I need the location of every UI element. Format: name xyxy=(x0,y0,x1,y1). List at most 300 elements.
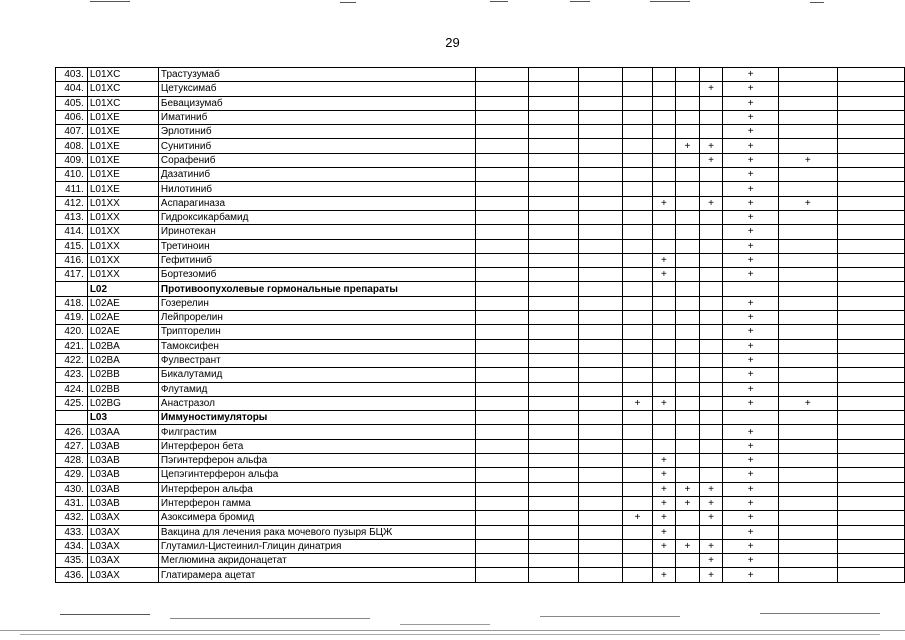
mark-cell xyxy=(528,368,579,382)
mark-cell: + xyxy=(652,525,676,539)
mark-cell xyxy=(623,353,652,367)
mark-cell xyxy=(779,425,838,439)
mark-cell: + xyxy=(723,339,779,353)
table-row xyxy=(56,496,905,510)
mark-cell xyxy=(528,311,579,325)
mark-cell xyxy=(579,296,623,310)
mark-cell xyxy=(652,382,676,396)
mark-cell xyxy=(779,482,838,496)
mark-cell xyxy=(676,554,700,568)
row-number: 421. xyxy=(56,339,88,353)
mark-cell xyxy=(475,139,528,153)
mark-cell: + xyxy=(652,568,676,582)
atc-code: L03AX xyxy=(87,539,158,553)
mark-cell xyxy=(528,525,579,539)
mark-cell xyxy=(623,454,652,468)
drug-name: Вакцина для лечения рака мочевого пузыря БЦЖ xyxy=(158,525,475,539)
mark-cell xyxy=(579,482,623,496)
mark-cell xyxy=(623,268,652,282)
mark-cell xyxy=(528,554,579,568)
mark-cell xyxy=(475,511,528,525)
row-number: 425. xyxy=(56,396,88,410)
mark-cell: + xyxy=(723,210,779,224)
mark-cell xyxy=(579,253,623,267)
mark-cell xyxy=(652,68,676,82)
mark-cell xyxy=(579,268,623,282)
mark-cell: + xyxy=(723,554,779,568)
row-number: 433. xyxy=(56,525,88,539)
mark-cell xyxy=(652,554,676,568)
mark-cell xyxy=(475,253,528,267)
atc-code: L02AE xyxy=(87,296,158,310)
drug-name: Сунитиниб xyxy=(158,139,475,153)
drug-name: Лейпрорелин xyxy=(158,311,475,325)
mark-cell: + xyxy=(779,396,838,410)
row-number: 413. xyxy=(56,210,88,224)
table-row xyxy=(56,382,905,396)
row-number: 426. xyxy=(56,425,88,439)
mark-cell: + xyxy=(723,168,779,182)
mark-cell xyxy=(528,482,579,496)
atc-code: L01XC xyxy=(87,68,158,82)
mark-cell xyxy=(623,210,652,224)
mark-cell xyxy=(623,168,652,182)
drug-name: Трипторелин xyxy=(158,325,475,339)
mark-cell xyxy=(837,82,904,96)
mark-cell: + xyxy=(723,253,779,267)
mark-cell xyxy=(837,339,904,353)
table-row xyxy=(56,325,905,339)
mark-cell: + xyxy=(623,511,652,525)
mark-cell xyxy=(779,496,838,510)
mark-cell xyxy=(699,168,723,182)
mark-cell xyxy=(837,525,904,539)
mark-cell xyxy=(528,339,579,353)
mark-cell xyxy=(623,496,652,510)
row-number: 423. xyxy=(56,368,88,382)
mark-cell xyxy=(837,239,904,253)
table-row xyxy=(56,196,905,210)
table-row xyxy=(56,182,905,196)
mark-cell: + xyxy=(699,539,723,553)
mark-cell xyxy=(623,125,652,139)
mark-cell xyxy=(837,282,904,296)
mark-cell xyxy=(699,439,723,453)
mark-cell xyxy=(779,68,838,82)
mark-cell xyxy=(676,210,700,224)
atc-code: L03AB xyxy=(87,482,158,496)
row-number: 417. xyxy=(56,268,88,282)
mark-cell xyxy=(579,454,623,468)
mark-cell xyxy=(579,182,623,196)
mark-cell xyxy=(779,353,838,367)
section-row xyxy=(56,282,905,296)
mark-cell xyxy=(475,182,528,196)
mark-cell: + xyxy=(723,225,779,239)
mark-cell xyxy=(837,296,904,310)
mark-cell xyxy=(579,153,623,167)
mark-cell xyxy=(779,539,838,553)
mark-cell xyxy=(676,525,700,539)
mark-cell xyxy=(699,110,723,124)
mark-cell xyxy=(475,168,528,182)
row-number: 408. xyxy=(56,139,88,153)
row-number: 428. xyxy=(56,454,88,468)
mark-cell xyxy=(623,139,652,153)
mark-cell xyxy=(528,425,579,439)
drug-name: Флутамид xyxy=(158,382,475,396)
mark-cell: + xyxy=(779,196,838,210)
mark-cell xyxy=(676,196,700,210)
mark-cell xyxy=(579,539,623,553)
mark-cell xyxy=(528,382,579,396)
atc-code: L01XE xyxy=(87,153,158,167)
mark-cell xyxy=(676,82,700,96)
mark-cell xyxy=(676,110,700,124)
mark-cell xyxy=(652,311,676,325)
mark-cell xyxy=(623,382,652,396)
row-number: 432. xyxy=(56,511,88,525)
mark-cell xyxy=(579,168,623,182)
mark-cell: + xyxy=(723,368,779,382)
mark-cell xyxy=(837,368,904,382)
mark-cell xyxy=(779,311,838,325)
drug-name: Интерферон гамма xyxy=(158,496,475,510)
drug-name: Третиноин xyxy=(158,239,475,253)
row-number: 435. xyxy=(56,554,88,568)
mark-cell xyxy=(623,425,652,439)
row-number: 429. xyxy=(56,468,88,482)
drug-name: Анастразол xyxy=(158,396,475,410)
mark-cell xyxy=(528,325,579,339)
mark-cell xyxy=(475,539,528,553)
mark-cell: + xyxy=(723,382,779,396)
mark-cell xyxy=(676,411,700,425)
mark-cell xyxy=(699,282,723,296)
mark-cell xyxy=(475,439,528,453)
mark-cell xyxy=(837,539,904,553)
atc-code: L03AX xyxy=(87,568,158,582)
atc-code: L02BB xyxy=(87,368,158,382)
mark-cell xyxy=(623,239,652,253)
drug-name: Цепэгинтерферон альфа xyxy=(158,468,475,482)
atc-code: L02AE xyxy=(87,311,158,325)
mark-cell xyxy=(579,210,623,224)
mark-cell: + xyxy=(723,539,779,553)
row-number: 427. xyxy=(56,439,88,453)
mark-cell xyxy=(623,225,652,239)
mark-cell xyxy=(652,411,676,425)
drug-name: Тамоксифен xyxy=(158,339,475,353)
mark-cell xyxy=(837,153,904,167)
mark-cell xyxy=(475,268,528,282)
mark-cell: + xyxy=(723,353,779,367)
drug-name: Противоопухолевые гормональные препараты xyxy=(158,282,475,296)
mark-cell xyxy=(528,268,579,282)
mark-cell xyxy=(652,182,676,196)
row-number: 430. xyxy=(56,482,88,496)
mark-cell xyxy=(723,411,779,425)
atc-code: L01XX xyxy=(87,196,158,210)
mark-cell xyxy=(652,368,676,382)
mark-cell: + xyxy=(699,496,723,510)
mark-cell: + xyxy=(676,139,700,153)
mark-cell xyxy=(837,253,904,267)
atc-code: L01XC xyxy=(87,96,158,110)
mark-cell: + xyxy=(623,396,652,410)
mark-cell: + xyxy=(676,482,700,496)
mark-cell xyxy=(528,110,579,124)
mark-cell xyxy=(837,496,904,510)
mark-cell xyxy=(779,554,838,568)
mark-cell: + xyxy=(652,268,676,282)
atc-code: L01XX xyxy=(87,210,158,224)
table-row xyxy=(56,268,905,282)
mark-cell: + xyxy=(723,139,779,153)
atc-code: L02BG xyxy=(87,396,158,410)
atc-code: L01XX xyxy=(87,225,158,239)
mark-cell xyxy=(579,468,623,482)
mark-cell xyxy=(652,168,676,182)
mark-cell xyxy=(779,296,838,310)
mark-cell xyxy=(723,282,779,296)
mark-cell xyxy=(528,539,579,553)
row-number: 415. xyxy=(56,239,88,253)
atc-code: L03 xyxy=(87,411,158,425)
mark-cell xyxy=(579,311,623,325)
mark-cell xyxy=(779,253,838,267)
mark-cell xyxy=(837,396,904,410)
drug-name: Фулвестрант xyxy=(158,353,475,367)
mark-cell xyxy=(475,196,528,210)
mark-cell xyxy=(623,539,652,553)
mark-cell: + xyxy=(723,153,779,167)
mark-cell xyxy=(475,210,528,224)
mark-cell xyxy=(579,110,623,124)
drug-name: Филграстим xyxy=(158,425,475,439)
mark-cell xyxy=(652,353,676,367)
mark-cell xyxy=(837,139,904,153)
mark-cell xyxy=(779,168,838,182)
table-row xyxy=(56,554,905,568)
mark-cell xyxy=(475,568,528,582)
mark-cell xyxy=(699,411,723,425)
row-number: 414. xyxy=(56,225,88,239)
mark-cell xyxy=(528,68,579,82)
mark-cell: + xyxy=(676,496,700,510)
mark-cell xyxy=(676,568,700,582)
mark-cell xyxy=(779,382,838,396)
mark-cell xyxy=(652,82,676,96)
mark-cell xyxy=(699,296,723,310)
page-number: 29 xyxy=(445,35,460,50)
mark-cell xyxy=(579,125,623,139)
mark-cell xyxy=(837,196,904,210)
table-row xyxy=(56,525,905,539)
mark-cell xyxy=(779,568,838,582)
row-number: 418. xyxy=(56,296,88,310)
mark-cell xyxy=(837,411,904,425)
mark-cell xyxy=(699,96,723,110)
drug-name: Цетуксимаб xyxy=(158,82,475,96)
mark-cell xyxy=(837,554,904,568)
mark-cell xyxy=(475,96,528,110)
mark-cell xyxy=(623,411,652,425)
atc-code: L03AB xyxy=(87,454,158,468)
drug-name: Эрлотиниб xyxy=(158,125,475,139)
drug-name: Глатирамера ацетат xyxy=(158,568,475,582)
mark-cell xyxy=(676,282,700,296)
table-row xyxy=(56,168,905,182)
mark-cell xyxy=(475,110,528,124)
mark-cell xyxy=(623,82,652,96)
table-row xyxy=(56,539,905,553)
mark-cell xyxy=(652,439,676,453)
mark-cell xyxy=(779,439,838,453)
mark-cell xyxy=(699,353,723,367)
mark-cell: + xyxy=(676,539,700,553)
mark-cell xyxy=(475,554,528,568)
mark-cell xyxy=(528,411,579,425)
atc-code: L03AX xyxy=(87,525,158,539)
mark-cell: + xyxy=(652,396,676,410)
mark-cell xyxy=(652,153,676,167)
mark-cell xyxy=(676,353,700,367)
atc-code: L01XE xyxy=(87,139,158,153)
mark-cell xyxy=(779,110,838,124)
mark-cell: + xyxy=(699,568,723,582)
mark-cell xyxy=(837,439,904,453)
drug-name: Пэгинтерферон альфа xyxy=(158,454,475,468)
mark-cell xyxy=(837,210,904,224)
mark-cell xyxy=(623,196,652,210)
row-number: 405. xyxy=(56,96,88,110)
mark-cell: + xyxy=(723,496,779,510)
table-row xyxy=(56,239,905,253)
mark-cell xyxy=(623,110,652,124)
mark-cell xyxy=(623,554,652,568)
mark-cell: + xyxy=(652,482,676,496)
mark-cell: + xyxy=(723,396,779,410)
mark-cell: + xyxy=(723,425,779,439)
row-number: 412. xyxy=(56,196,88,210)
drug-name: Трастузумаб xyxy=(158,68,475,82)
table-row xyxy=(56,153,905,167)
mark-cell: + xyxy=(723,568,779,582)
mark-cell xyxy=(579,139,623,153)
drug-name: Иммуностимуляторы xyxy=(158,411,475,425)
mark-cell: + xyxy=(723,82,779,96)
mark-cell: + xyxy=(652,511,676,525)
mark-cell xyxy=(779,239,838,253)
mark-cell xyxy=(528,496,579,510)
mark-cell xyxy=(528,454,579,468)
mark-cell xyxy=(837,125,904,139)
mark-cell: + xyxy=(699,82,723,96)
table-row xyxy=(56,296,905,310)
mark-cell: + xyxy=(723,511,779,525)
mark-cell xyxy=(652,325,676,339)
drug-name: Аспарагиназа xyxy=(158,196,475,210)
mark-cell xyxy=(475,296,528,310)
mark-cell xyxy=(779,125,838,139)
mark-cell: + xyxy=(723,182,779,196)
mark-cell xyxy=(579,396,623,410)
table-row xyxy=(56,353,905,367)
mark-cell xyxy=(579,96,623,110)
atc-code: L02BB xyxy=(87,382,158,396)
mark-cell: + xyxy=(723,454,779,468)
mark-cell xyxy=(528,239,579,253)
mark-cell: + xyxy=(723,325,779,339)
mark-cell xyxy=(676,368,700,382)
mark-cell: + xyxy=(723,110,779,124)
mark-cell xyxy=(528,282,579,296)
mark-cell xyxy=(623,153,652,167)
mark-cell xyxy=(475,282,528,296)
mark-cell xyxy=(475,454,528,468)
mark-cell: + xyxy=(723,125,779,139)
drug-name: Сорафениб xyxy=(158,153,475,167)
mark-cell xyxy=(699,225,723,239)
mark-cell xyxy=(699,182,723,196)
mark-cell xyxy=(579,368,623,382)
mark-cell xyxy=(676,225,700,239)
row-number: 420. xyxy=(56,325,88,339)
mark-cell xyxy=(699,239,723,253)
scan-artifact-bottom xyxy=(0,604,905,640)
mark-cell xyxy=(528,296,579,310)
mark-cell xyxy=(623,68,652,82)
mark-cell xyxy=(779,282,838,296)
drug-name: Бикалутамид xyxy=(158,368,475,382)
mark-cell xyxy=(676,296,700,310)
mark-cell xyxy=(676,268,700,282)
mark-cell xyxy=(579,196,623,210)
mark-cell xyxy=(528,125,579,139)
mark-cell xyxy=(652,239,676,253)
mark-cell xyxy=(676,96,700,110)
mark-cell xyxy=(528,182,579,196)
mark-cell: + xyxy=(699,482,723,496)
drug-name: Глутамил-Цистеинил-Глицин динатрия xyxy=(158,539,475,553)
mark-cell xyxy=(528,568,579,582)
row-number xyxy=(56,282,88,296)
mark-cell xyxy=(475,368,528,382)
drug-name: Нилотиниб xyxy=(158,182,475,196)
row-number: 431. xyxy=(56,496,88,510)
mark-cell xyxy=(528,96,579,110)
mark-cell: + xyxy=(652,454,676,468)
mark-cell xyxy=(699,68,723,82)
mark-cell: + xyxy=(723,468,779,482)
drug-name: Бевацизумаб xyxy=(158,96,475,110)
row-number: 422. xyxy=(56,353,88,367)
mark-cell xyxy=(676,182,700,196)
table-row xyxy=(56,454,905,468)
mark-cell xyxy=(652,225,676,239)
row-number: 406. xyxy=(56,110,88,124)
mark-cell xyxy=(623,282,652,296)
mark-cell xyxy=(676,454,700,468)
mark-cell xyxy=(779,525,838,539)
row-number: 424. xyxy=(56,382,88,396)
mark-cell xyxy=(475,225,528,239)
mark-cell xyxy=(779,268,838,282)
mark-cell xyxy=(579,525,623,539)
table-row xyxy=(56,253,905,267)
mark-cell xyxy=(676,253,700,267)
